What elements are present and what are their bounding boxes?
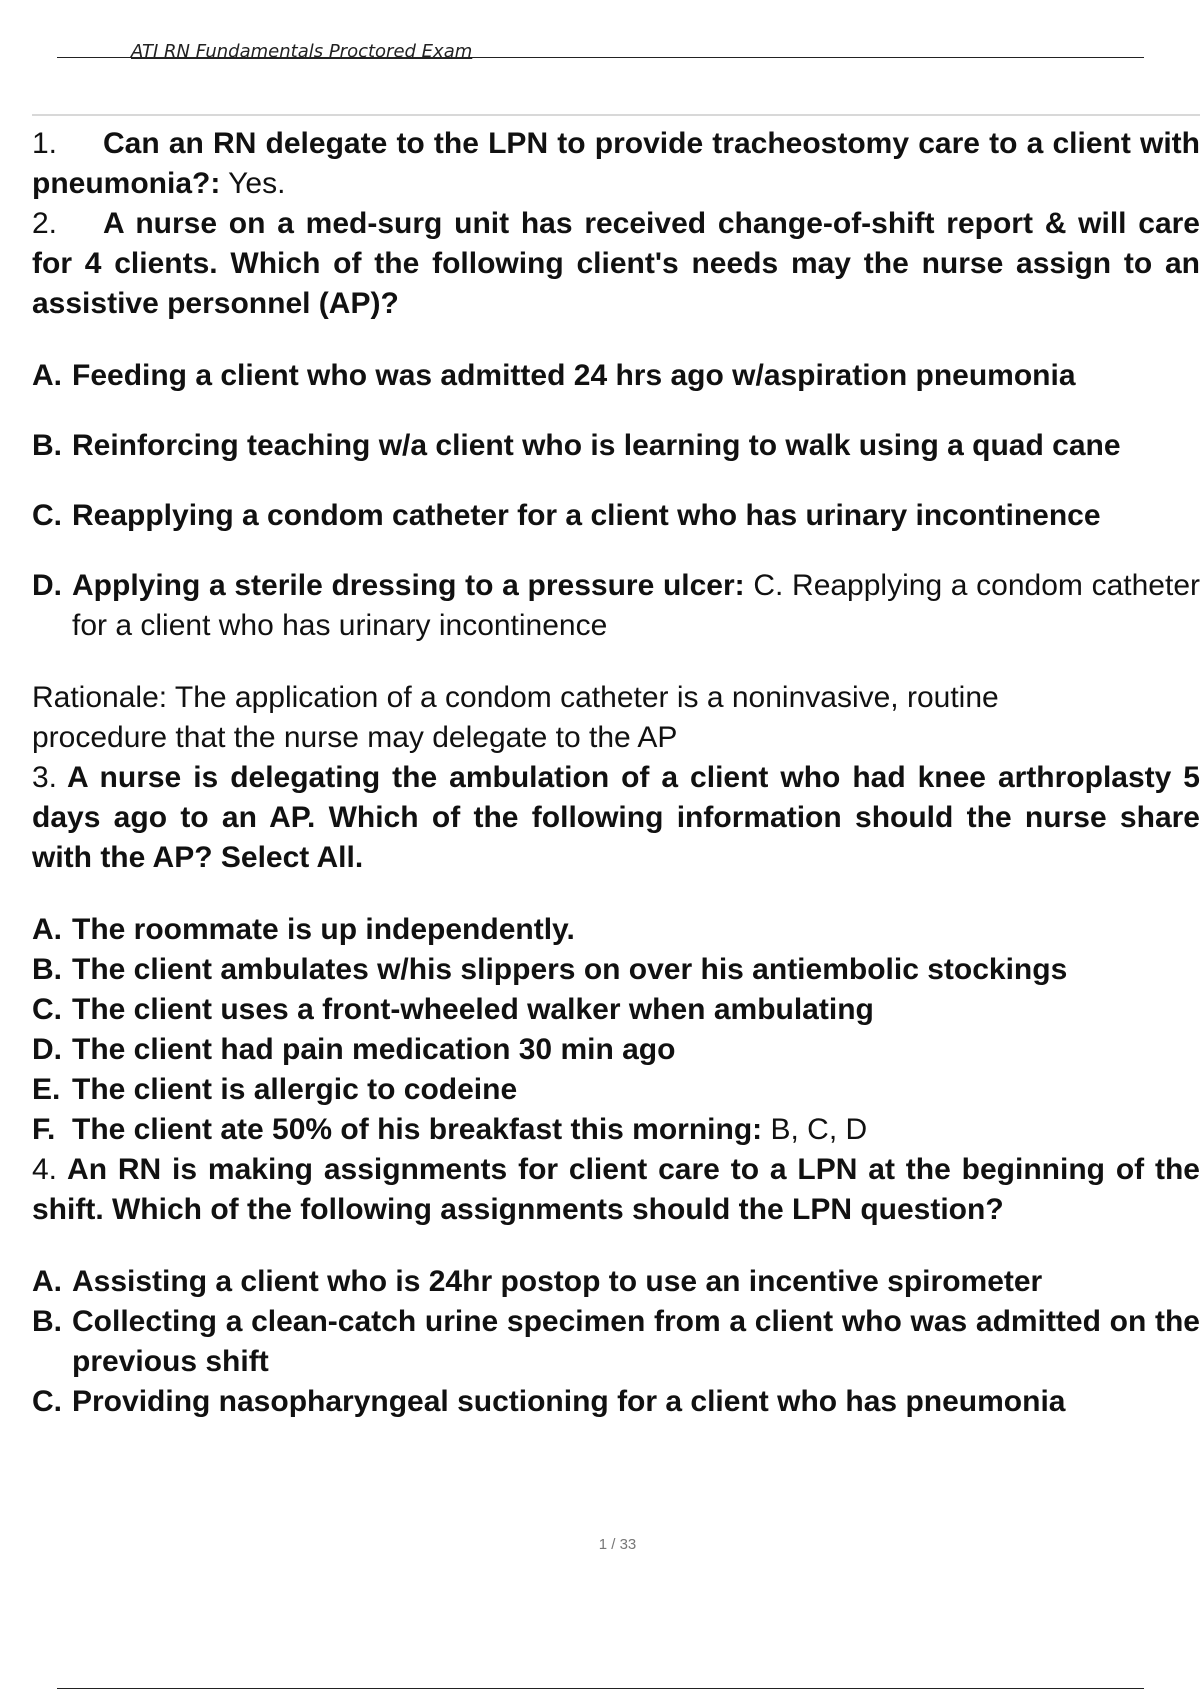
question-4 [32,1150,1200,1230]
option-letter: C. [32,499,62,532]
question-3 [32,758,1200,878]
option-f [32,1110,1200,1150]
option-d [32,566,1200,646]
option-letter: A. [32,1265,62,1298]
question-number: 1. [32,127,58,160]
option-letter: C. [32,1385,62,1418]
option-letter: B. [32,953,62,986]
option-d [32,1030,1200,1070]
header-title: ATI RN Fundamentals Proctored Exam [131,41,473,62]
option-c [32,496,1200,536]
question-number: 2. [32,207,58,240]
question-number: 4. [32,1153,58,1186]
answer-text: C. Reapplying a condom catheter for a client who has urinary incontinence [72,569,1200,642]
option-letter: A. [32,913,62,946]
option-c [32,990,1200,1030]
option-text: The client ambulates w/his slippers on over his antiembolic stockings [72,953,1068,986]
option-b [32,426,1200,466]
option-text: Reinforcing teaching w/a client who is learning to walk using a quad cane [72,429,1121,462]
option-a [32,910,1200,950]
question-1 [32,124,1200,204]
option-b [32,950,1200,990]
option-e [32,1070,1200,1110]
option-text: Providing nasopharyngeal suctioning for a client who has pneumonia [72,1385,1066,1418]
question-text: An RN is making assignments for client care to a LPN at the beginning of the shift. Which of the following assignments should the LPN question? [32,1153,1200,1226]
option-letter: D. [32,1033,62,1066]
page-number: 1 / 33 [598,1536,637,1553]
option-text: Applying a sterile dressing to a pressure ulcer: [72,569,745,602]
option-letter: C. [32,993,62,1026]
option-a [32,1262,1200,1302]
option-text: Feeding a client who was admitted 24 hrs ago w/aspiration pneumonia [72,359,1076,392]
answer-text: Yes. [228,167,286,200]
answer-text: B, C, D [770,1113,868,1146]
rationale-text: Rationale: The application of a condom catheter is a noninvasive, routine procedure that the nurse may delegate to the AP [32,681,999,754]
option-text: The roommate is up independently. [72,913,575,946]
question-2 [32,204,1200,324]
option-text: Collecting a clean-catch urine specimen from a client who was admitted on the previous shift [72,1305,1200,1378]
option-b [32,1302,1200,1382]
option-letter: F. [32,1113,56,1146]
option-text: The client ate 50% of his breakfast this morning: [72,1113,763,1146]
option-text: Reapplying a condom catheter for a client who has urinary incontinence [72,499,1101,532]
question-text: A nurse on a med-surg unit has received change-of-shift report & will care for 4 clients. Which of the following client's needs may the nurse assign to an assistive personnel (AP)? [32,207,1200,320]
option-letter: A. [32,359,62,392]
option-text: The client had pain medication 30 min ago [72,1033,676,1066]
option-text: The client is allergic to codeine [72,1073,518,1106]
option-letter: E. [32,1073,61,1106]
option-letter: B. [32,1305,62,1338]
option-letter: D. [32,569,62,602]
question-text: Can an RN delegate to the LPN to provide tracheostomy care to a client with pneumonia?: [32,127,1200,200]
option-c [32,1382,1200,1422]
option-text: The client uses a front-wheeled walker when ambulating [72,993,874,1026]
footer-rule [57,1688,1144,1689]
section-divider [32,114,1200,116]
question-number: 3. [32,761,58,794]
document-body [32,124,1200,1422]
option-letter: B. [32,429,62,462]
question-text: A nurse is delegating the ambulation of a client who had knee arthroplasty 5 days ago to an AP. Which of the following information should the nurse share with the AP? Select All. [32,761,1200,874]
option-a [32,356,1200,396]
option-text: Assisting a client who is 24hr postop to use an incentive spirometer [72,1265,1043,1298]
